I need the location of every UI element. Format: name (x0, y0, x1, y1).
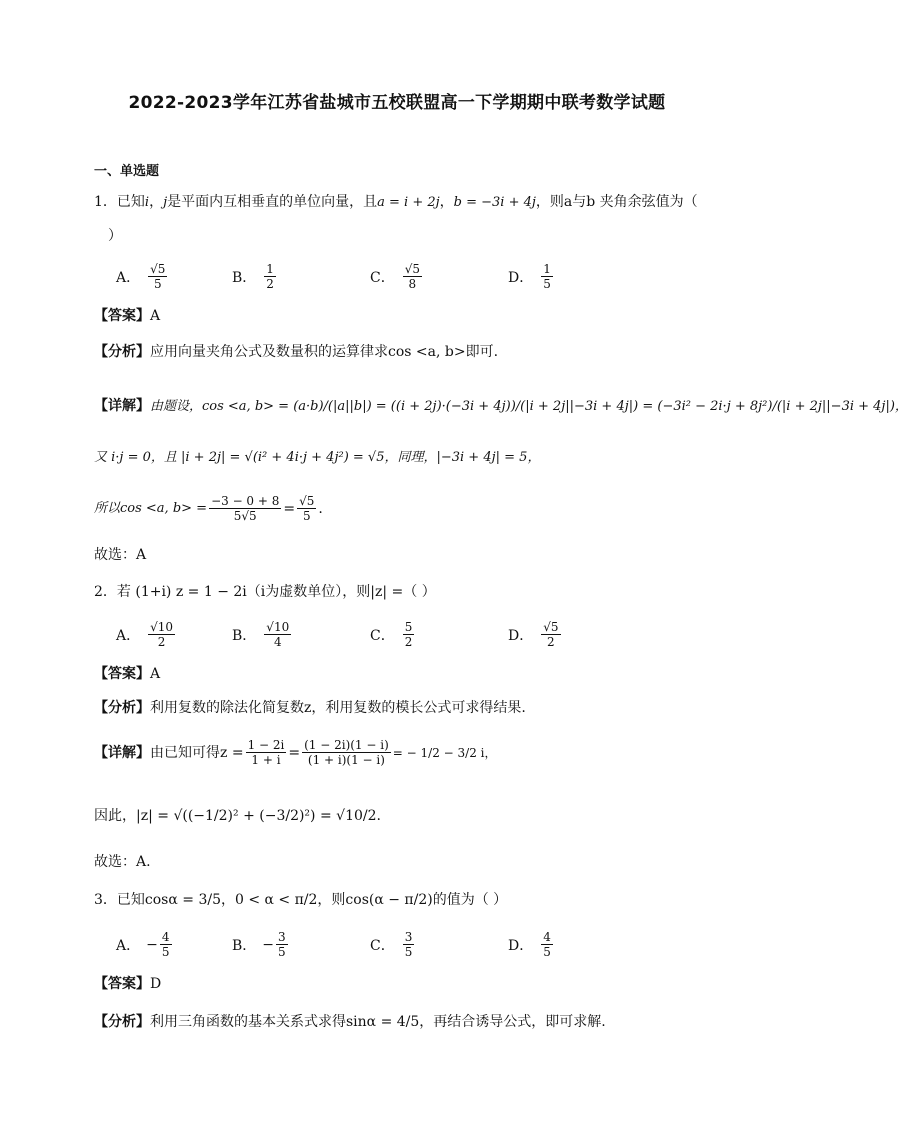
option-fraction (403, 262, 422, 291)
q3-option-a (116, 930, 174, 959)
detail-text: = − 1/2 − 3/2 i， (392, 745, 497, 760)
q1-vector-i: i (144, 195, 150, 210)
option-label: D． (508, 269, 534, 286)
option-label: C． (370, 269, 395, 286)
section-heading: 一、单选题 (94, 164, 160, 179)
fraction-denominator: 5 (543, 277, 551, 291)
fraction-numerator: 3 (278, 930, 286, 944)
fraction-denominator: 5 (278, 945, 286, 959)
option-fraction (148, 262, 167, 291)
fraction-numerator: (1 − 2i)(1 − i) (304, 738, 389, 752)
option-fraction (403, 620, 415, 649)
fraction-numerator: 4 (161, 930, 170, 944)
q1-vector-b: b = −3i + 4j (453, 195, 536, 210)
detail-fraction (209, 494, 281, 523)
fraction-denominator: 5 (153, 277, 162, 291)
option-label: B． (232, 269, 257, 286)
fraction-denominator: 2 (266, 277, 274, 291)
fraction-denominator: 5√5 (233, 509, 257, 523)
option-fraction (148, 620, 175, 649)
fraction-denominator: 5 (161, 945, 170, 959)
q1-stem-part: ， (439, 194, 454, 210)
fraction-denominator: 5 (404, 945, 413, 959)
q1-stem-part: 是平面内互相垂直的单位向量，且 (167, 194, 378, 210)
q1-option-c (370, 262, 424, 291)
fraction-numerator: 4 (543, 930, 551, 944)
fraction-denominator: 4 (273, 635, 282, 649)
fraction-denominator: 2 (404, 635, 413, 649)
q2-detail-line-1: 【详解】 由已知可得z = $\frac{1 - 2i}{1 + i}$ = $\frac{(1 - 2i)(1 - i)}{(1 + i)(1 - i)}$ = − 1/2 − 3/2 i， (94, 738, 497, 767)
fraction-numerator: 5 (404, 620, 413, 634)
detail-text: 因此，|z| = √((−1/2)² + (−3/2)²) = √10/2. (94, 808, 381, 824)
fraction-numerator: 3 (404, 930, 413, 944)
option-fraction (541, 930, 553, 959)
q1-stem-part: ， (149, 194, 164, 210)
equals-sign: = (283, 500, 296, 517)
q3-analysis (94, 1012, 606, 1032)
detail-text: 又 i·j = 0，且 |i + 2j| = √(i² + 4i·j + 4j²) = √5，同理，|−3i + 4j| = 5， (94, 450, 541, 465)
q1-vector-j: j (163, 195, 168, 210)
q2-stem: 2．若 (1+i) z = 1 − 2i（i为虚数单位），则|z| =（ ） (94, 584, 436, 600)
fraction-denominator: 2 (157, 635, 166, 649)
option-sign: − (146, 936, 158, 953)
fraction-denominator: 5 (543, 945, 551, 959)
option-label: B． (232, 937, 257, 954)
fraction-numerator: √5 (299, 494, 315, 508)
option-fraction (160, 930, 172, 959)
analysis-text: 应用向量夹角公式及数量积的运算律求cos <a, b>即可. (150, 344, 499, 360)
detail-tag: 【详解】 (94, 744, 150, 761)
q3-option-c (370, 930, 416, 959)
option-label: A． (116, 627, 141, 644)
answer-tag: 【答案】 (94, 976, 150, 992)
fraction-denominator: 1 + i (251, 753, 281, 767)
q1-detail-line-2 (94, 447, 540, 468)
q1-stem (94, 192, 698, 213)
fraction-denominator: 2 (547, 635, 555, 649)
q2-answer (94, 664, 160, 684)
option-label: A． (116, 937, 141, 954)
q2-analysis (94, 698, 526, 718)
fraction-numerator: √5 (404, 262, 420, 276)
q3-option-d (508, 930, 555, 959)
option-label: C． (370, 627, 395, 644)
q2-conclusion: 故选：A. (94, 854, 151, 870)
q1-analysis (94, 342, 498, 362)
option-fraction (403, 930, 415, 959)
analysis-tag: 【分析】 (94, 700, 150, 716)
q2-option-a (116, 620, 177, 649)
fraction-numerator: √5 (543, 620, 559, 634)
q3-option-b (232, 930, 290, 959)
analysis-tag: 【分析】 (94, 1014, 150, 1030)
fraction-denominator: 8 (408, 277, 417, 291)
detail-text: 由已知可得z = (150, 744, 244, 761)
answer-value: A (150, 308, 161, 324)
q3-answer (94, 974, 161, 994)
q2-detail-line-2 (94, 806, 381, 826)
option-label: C． (370, 937, 395, 954)
option-fraction (264, 620, 291, 649)
fraction-numerator: √10 (266, 620, 290, 634)
fraction-denominator: 5 (302, 509, 311, 523)
option-fraction (541, 620, 560, 649)
q2-option-d (508, 620, 563, 649)
q1-stem-part: ，则a与b 夹角余弦值为（ (535, 194, 698, 210)
fraction-numerator: −3 − 0 + 8 (211, 494, 280, 508)
q2-option-c (370, 620, 416, 649)
q1-option-d (508, 262, 555, 291)
fraction-numerator: 1 (543, 262, 551, 276)
detail-fraction (302, 738, 391, 767)
answer-value: A (150, 666, 161, 682)
q1-stem-part: 1．已知 (94, 194, 145, 210)
option-sign: − (262, 936, 275, 953)
detail-tag: 【详解】 (94, 398, 150, 414)
document-title: 2022-2023学年江苏省盐城市五校联盟高一下学期期中联考数学试题 (128, 93, 666, 113)
option-fraction (276, 930, 288, 959)
analysis-tag: 【分析】 (94, 344, 150, 360)
fraction-numerator: 1 (266, 262, 274, 276)
fraction-numerator: √10 (150, 620, 174, 634)
detail-text: 所以cos <a, b> = (94, 500, 208, 516)
answer-value: D (150, 976, 162, 992)
detail-text: 由题设，cos <a, b> = (a·b)/(|a||b|) = ((i + 2j)·(−3i + 4j))/(|i + 2j||−3i + 4j|) = (−3i² − 2i·j + 8j²)/(|i + 2j||−3i + 4j|)， (150, 399, 908, 414)
detail-fraction (297, 494, 316, 523)
fraction-numerator: 1 − 2i (247, 738, 285, 752)
detail-fraction (246, 738, 287, 767)
q1-detail-line-1 (94, 396, 908, 417)
q1-stem-close: ） (108, 228, 122, 244)
q3-stem: 3．已知cosα = 3/5，0 < α < π/2，则cos(α − π/2)的值为（ ） (94, 892, 508, 908)
analysis-text: 利用复数的除法化简复数z，利用复数的模长公式可求得结果. (150, 700, 526, 716)
q1-detail-line-3 (94, 494, 323, 523)
period: . (318, 500, 323, 517)
option-fraction (264, 262, 276, 291)
option-label: D． (508, 627, 534, 644)
option-label: A． (116, 269, 141, 286)
analysis-text: 利用三角函数的基本关系式求得sinα = 4/5，再结合诱导公式，即可求解. (150, 1014, 606, 1030)
q1-answer (94, 306, 160, 326)
option-label: B． (232, 627, 257, 644)
q2-option-b (232, 620, 293, 649)
q1-option-a (116, 262, 169, 291)
answer-tag: 【答案】 (94, 666, 150, 682)
q1-option-b (232, 262, 278, 291)
option-label: D． (508, 937, 534, 954)
fraction-numerator: √5 (150, 262, 166, 276)
fraction-denominator: (1 + i)(1 − i) (307, 753, 385, 767)
option-fraction (541, 262, 553, 291)
answer-tag: 【答案】 (94, 308, 150, 324)
q1-conclusion: 故选：A (94, 547, 147, 563)
q1-vector-a: a = i + 2j (377, 195, 440, 210)
